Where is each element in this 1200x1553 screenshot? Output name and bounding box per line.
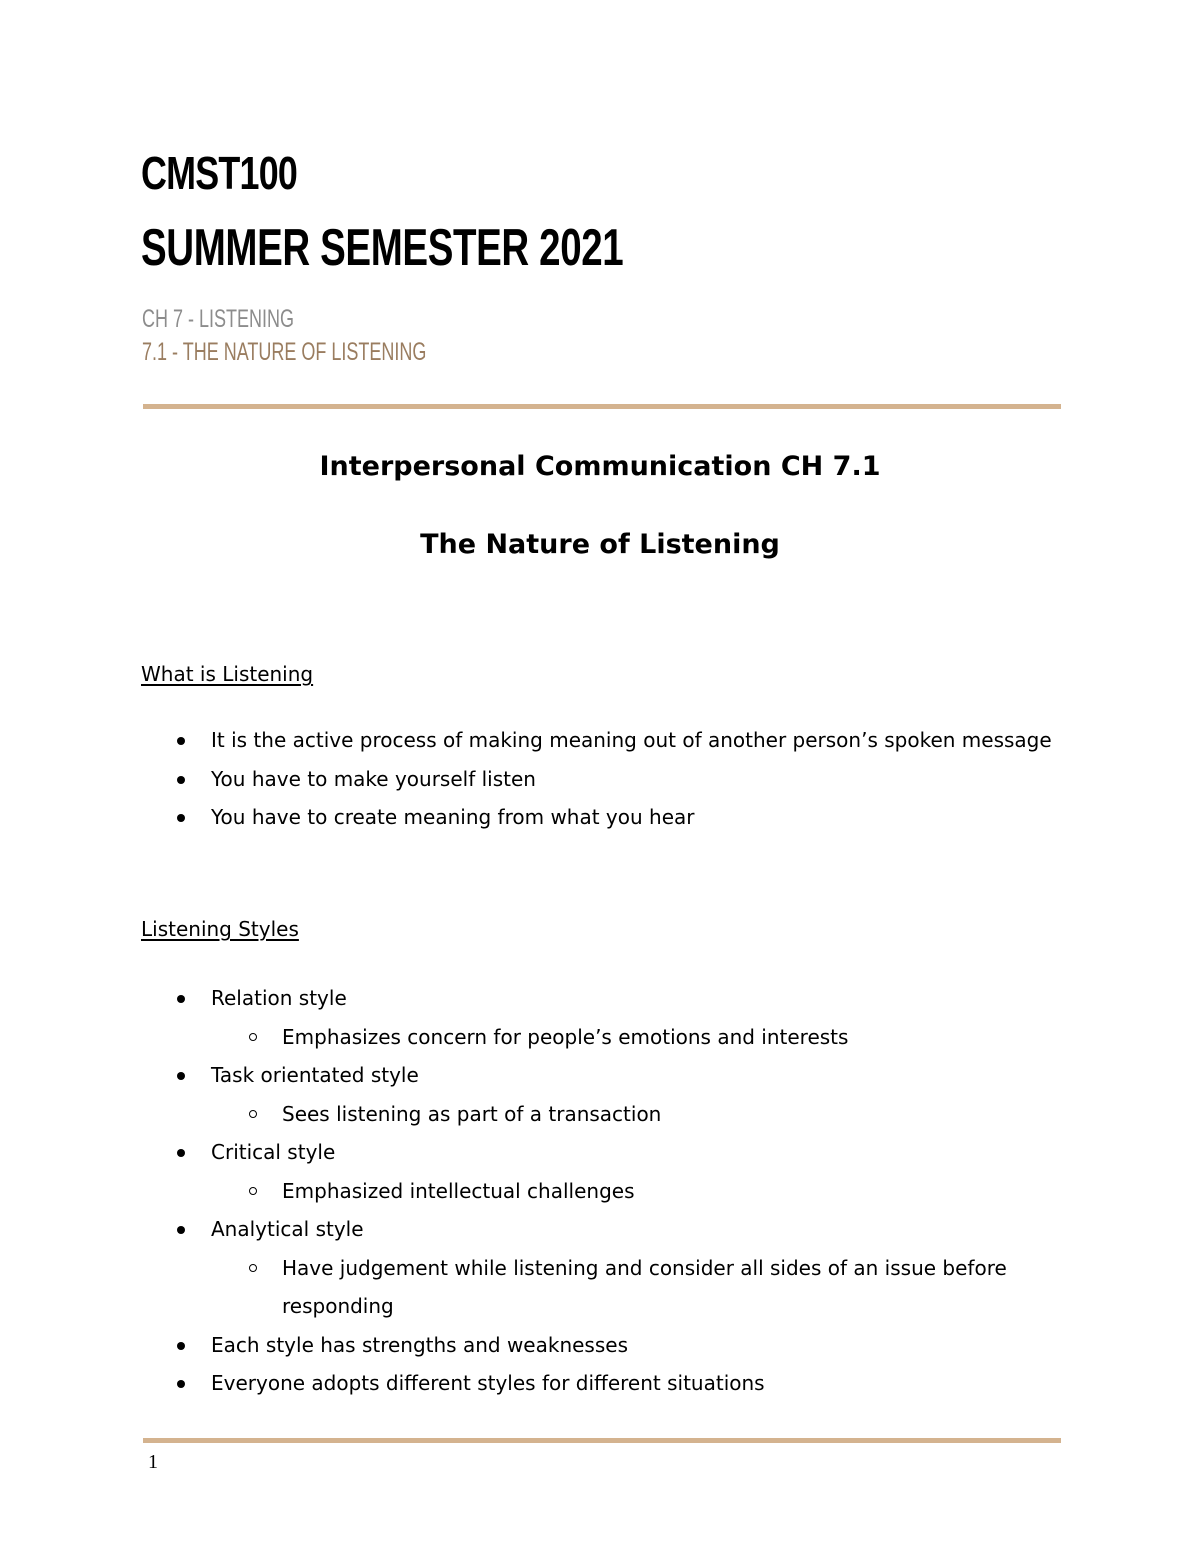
bullet-icon — [177, 776, 185, 784]
header-divider — [143, 404, 1061, 409]
list-item-text: Task orientated style — [211, 1063, 419, 1087]
hollow-bullet-icon — [249, 1110, 257, 1118]
sub-list-item-text: Emphasized intellectual challenges — [282, 1178, 635, 1203]
hollow-bullet-icon — [249, 1187, 257, 1195]
document-subtitle: The Nature of Listening — [420, 529, 780, 560]
list-item-text: You have to create meaning from what you hear — [211, 805, 695, 829]
list-item-text: Each style has strengths and weaknesses — [211, 1332, 628, 1357]
list-item — [0, 1133, 1200, 1172]
document-title: Interpersonal Communication CH 7.1 — [319, 451, 881, 482]
bullet-icon — [177, 995, 185, 1003]
listening-styles-list — [0, 979, 1200, 1403]
list-item-text: Analytical style — [211, 1217, 364, 1241]
semester-title: SUMMER SEMESTER 2021 — [141, 219, 624, 277]
course-code: CMST100 — [141, 147, 298, 199]
list-item-text: You have to make yourself listen — [211, 766, 536, 791]
sub-list-item — [0, 1249, 1022, 1326]
bullet-icon — [177, 1149, 185, 1157]
list-item-text: Relation style — [211, 986, 347, 1010]
list-item — [0, 1326, 1200, 1365]
hollow-bullet-icon — [249, 1264, 257, 1272]
list-item — [0, 798, 1200, 837]
list-item — [0, 760, 1200, 799]
bullet-icon — [177, 737, 185, 745]
list-item — [0, 1210, 1200, 1249]
list-item — [0, 1364, 1200, 1403]
listening-definition-list — [0, 721, 1200, 837]
list-item — [0, 721, 1200, 760]
sub-list-item — [0, 1172, 1200, 1211]
list-item-text: Critical style — [211, 1140, 336, 1164]
sub-list-item-text: Emphasizes concern for people’s emotions and interests — [282, 1024, 849, 1049]
sub-list-item — [0, 1018, 1200, 1057]
hollow-bullet-icon — [249, 1033, 257, 1041]
list-item-text: It is the active process of making meaning out of another person’s spoken message — [211, 728, 1052, 752]
sub-list-item-text: Have judgement while listening and consider all sides of an issue before responding — [282, 1255, 1007, 1318]
sub-list-item — [0, 1095, 1200, 1134]
sub-list-item-text: Sees listening as part of a transaction — [282, 1101, 662, 1126]
chapter-label: CH 7 - LISTENING — [142, 305, 295, 333]
footer-divider — [143, 1438, 1061, 1443]
list-item — [0, 1056, 1200, 1095]
section-heading-what-is-listening: What is Listening — [141, 662, 314, 686]
bullet-icon — [177, 1342, 185, 1350]
list-item — [0, 979, 1200, 1018]
section-heading-listening-styles: Listening Styles — [141, 917, 299, 941]
page-number: 1 — [148, 1451, 158, 1473]
bullet-icon — [177, 1380, 185, 1388]
bullet-icon — [177, 814, 185, 822]
bullet-icon — [177, 1226, 185, 1234]
list-item-text: Everyone adopts different styles for different situations — [211, 1371, 765, 1395]
section-label: 7.1 - THE NATURE OF LISTENING — [142, 338, 427, 366]
bullet-icon — [177, 1072, 185, 1080]
